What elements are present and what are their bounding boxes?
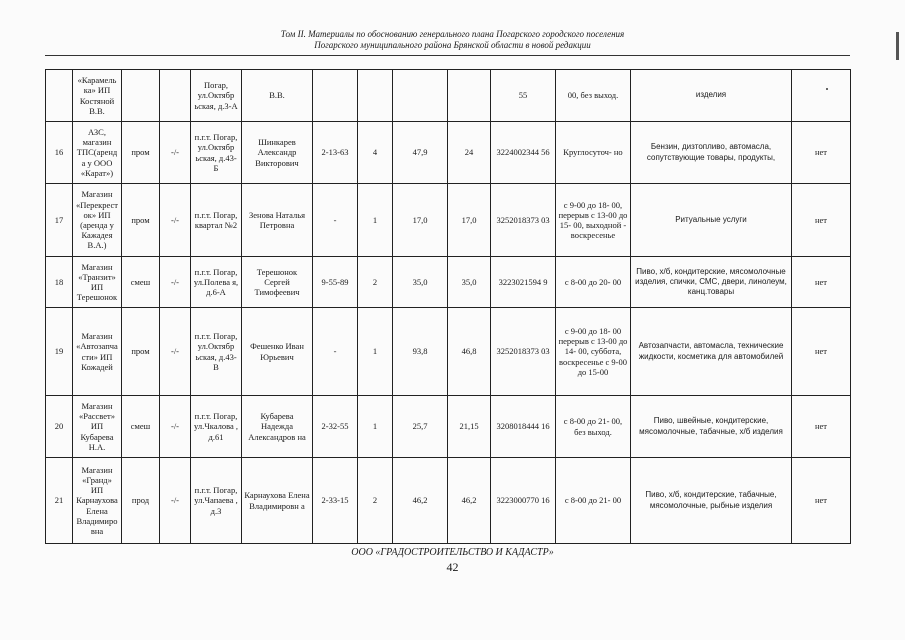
header-line-2: Погарского муниципального района Брянской области в новой редакции xyxy=(314,40,591,50)
cell-owner: Карнаухова Елена Владимировн а xyxy=(242,458,313,544)
cell-hours: с 8-00 до 21- 00 xyxy=(556,458,631,544)
cell-form: -/- xyxy=(160,184,191,257)
cell-hours: с 9-00 до 18- 00, перерыв с 13-00 до 15- 00, выходной - воскресенье xyxy=(556,184,631,257)
cell-type xyxy=(122,70,160,122)
cell-hours: с 8-00 до 20- 00 xyxy=(556,257,631,308)
cell-form: -/- xyxy=(160,396,191,458)
header-line-1: Том II. Материалы по обоснованию генерального плана Погарского городского поселения xyxy=(280,29,625,39)
cell-area-total xyxy=(393,70,448,122)
table-row xyxy=(46,257,851,308)
cell-name: Магазин «Автозапча сти» ИП Кожадей xyxy=(73,308,122,396)
cell-inn: 55 xyxy=(491,70,556,122)
cell-address: п.г.т. Погар, квартал №2 xyxy=(191,184,242,257)
cell-form: -/- xyxy=(160,308,191,396)
cell-phone: - xyxy=(313,308,358,396)
header-divider xyxy=(45,55,850,56)
cell-note: нет xyxy=(792,122,851,184)
cell-owner: Фешенко Иван Юрьевич xyxy=(242,308,313,396)
cell-phone: 2-13-63 xyxy=(313,122,358,184)
table-row xyxy=(46,184,851,257)
cell-hours: с 8-00 до 21- 00, без выход. xyxy=(556,396,631,458)
page-number: 42 xyxy=(446,560,459,574)
cell-owner: Шинкарев Александр Викторович xyxy=(242,122,313,184)
cell-products: Пиво, х/б, кондитерские, мясомолочные изделия, спички, СМС, двери, линолеум, канц.товары xyxy=(631,257,792,308)
cell-phone: 2-32-55 xyxy=(313,396,358,458)
cell-num: 18 xyxy=(46,257,73,308)
cell-type: смеш xyxy=(122,257,160,308)
cell-inn: 3252018373 03 xyxy=(491,308,556,396)
cell-type: пром xyxy=(122,122,160,184)
cell-note: нет xyxy=(792,257,851,308)
cell-area-total: 46,2 xyxy=(393,458,448,544)
cell-type: смеш xyxy=(122,396,160,458)
cell-inn: 3208018444 16 xyxy=(491,396,556,458)
table-row xyxy=(46,308,851,396)
scan-edge-mark xyxy=(896,32,899,60)
cell-address: п.г.т. Погар, ул.Полева я, д.6-А xyxy=(191,257,242,308)
cell-area-total: 35,0 xyxy=(393,257,448,308)
cell-staff: 1 xyxy=(358,396,393,458)
cell-staff xyxy=(358,70,393,122)
cell-area-trade: 24 xyxy=(448,122,491,184)
cell-area-trade: 17,0 xyxy=(448,184,491,257)
cell-name: «Карамель ка» ИП Костяной В.В. xyxy=(73,70,122,122)
document-header xyxy=(150,29,755,51)
cell-type: пром xyxy=(122,308,160,396)
cell-inn: 3224002344 56 xyxy=(491,122,556,184)
cell-form: -/- xyxy=(160,122,191,184)
cell-note: нет xyxy=(792,458,851,544)
table-row xyxy=(46,122,851,184)
cell-products: Пиво, х/б, кондитерские, табачные, мясомолочные, рыбные изделия xyxy=(631,458,792,544)
cell-hours: Круглосуточ- но xyxy=(556,122,631,184)
cell-area-trade: 35,0 xyxy=(448,257,491,308)
cell-area-trade xyxy=(448,70,491,122)
cell-area-total: 17,0 xyxy=(393,184,448,257)
cell-inn: 3223021594 9 xyxy=(491,257,556,308)
cell-owner: В.В. xyxy=(242,70,313,122)
cell-products: Ритуальные услуги xyxy=(631,184,792,257)
cell-area-trade: 21,15 xyxy=(448,396,491,458)
cell-type: прод xyxy=(122,458,160,544)
cell-area-trade: 46,8 xyxy=(448,308,491,396)
table-row xyxy=(46,396,851,458)
cell-staff: 2 xyxy=(358,257,393,308)
cell-area-total: 93,8 xyxy=(393,308,448,396)
cell-type: пром xyxy=(122,184,160,257)
shops-table xyxy=(45,69,851,544)
cell-products: Бензин, дизтопливо, автомасла, сопутствующие товары, продукты, xyxy=(631,122,792,184)
cell-address: п.г.т. Погар, ул.Октябр ьская, д.43-В xyxy=(191,308,242,396)
table-row xyxy=(46,70,851,122)
cell-owner: Зенова Наталья Петровна xyxy=(242,184,313,257)
cell-name: Магазин «Гранд» ИП Карнаухова Елена Владимиро вна xyxy=(73,458,122,544)
cell-name: АЗС, магазин ТПС(аренд а у ООО «Карат») xyxy=(73,122,122,184)
cell-products: Пиво, швейные, кондитерские, мясомолочные, табачные, х/б изделия xyxy=(631,396,792,458)
cell-form: -/- xyxy=(160,458,191,544)
cell-num: 17 xyxy=(46,184,73,257)
cell-products: изделия xyxy=(631,70,792,122)
table-row xyxy=(46,458,851,544)
cell-num: 21 xyxy=(46,458,73,544)
cell-note: нет xyxy=(792,396,851,458)
cell-note: нет xyxy=(792,184,851,257)
cell-num xyxy=(46,70,73,122)
cell-phone: - xyxy=(313,184,358,257)
cell-owner: Кубарева Надежда Александров на xyxy=(242,396,313,458)
cell-address: п.г.т. Погар, ул.Октябр ьская, д.43-Б xyxy=(191,122,242,184)
cell-area-trade: 46,2 xyxy=(448,458,491,544)
cell-phone: 2-33-15 xyxy=(313,458,358,544)
cell-inn: 3223000770 16 xyxy=(491,458,556,544)
cell-staff: 1 xyxy=(358,184,393,257)
cell-note: нет xyxy=(792,308,851,396)
cell-staff: 1 xyxy=(358,308,393,396)
cell-area-total: 25,7 xyxy=(393,396,448,458)
cell-address: п.г.т. Погар, ул.Чкалова , д.61 xyxy=(191,396,242,458)
cell-phone xyxy=(313,70,358,122)
cell-phone: 9-55-89 xyxy=(313,257,358,308)
cell-num: 20 xyxy=(46,396,73,458)
cell-note xyxy=(792,70,851,122)
cell-form xyxy=(160,70,191,122)
cell-address: Погар, ул.Октябр ьская, д.3-А xyxy=(191,70,242,122)
cell-num: 19 xyxy=(46,308,73,396)
cell-staff: 4 xyxy=(358,122,393,184)
cell-hours: с 9-00 до 18- 00 перерыв с 13-00 до 14- 00, суббота, воскресенье с 9-00 до 15-00 xyxy=(556,308,631,396)
cell-num: 16 xyxy=(46,122,73,184)
footer-company: ООО «ГРАДОСТРОИТЕЛЬСТВО И КАДАСТР» xyxy=(351,547,554,558)
cell-address: п.г.т. Погар, ул.Чапаева , д.3 xyxy=(191,458,242,544)
cell-form: -/- xyxy=(160,257,191,308)
cell-name: Магазин «Перекрест ок» ИП (аренда у Кажадея В.А.) xyxy=(73,184,122,257)
cell-inn: 3252018373 03 xyxy=(491,184,556,257)
cell-area-total: 47,9 xyxy=(393,122,448,184)
cell-owner: Терешонок Сергей Тимофеевич xyxy=(242,257,313,308)
cell-staff: 2 xyxy=(358,458,393,544)
cell-name: Магазин «Рассвет» ИП Кубарева Н.А. xyxy=(73,396,122,458)
cell-products: Автозапчасти, автомасла, технические жидкости, косметика для автомобилей xyxy=(631,308,792,396)
cell-hours: 00, без выход. xyxy=(556,70,631,122)
cell-name: Магазин «Транзит» ИП Терешонок xyxy=(73,257,122,308)
